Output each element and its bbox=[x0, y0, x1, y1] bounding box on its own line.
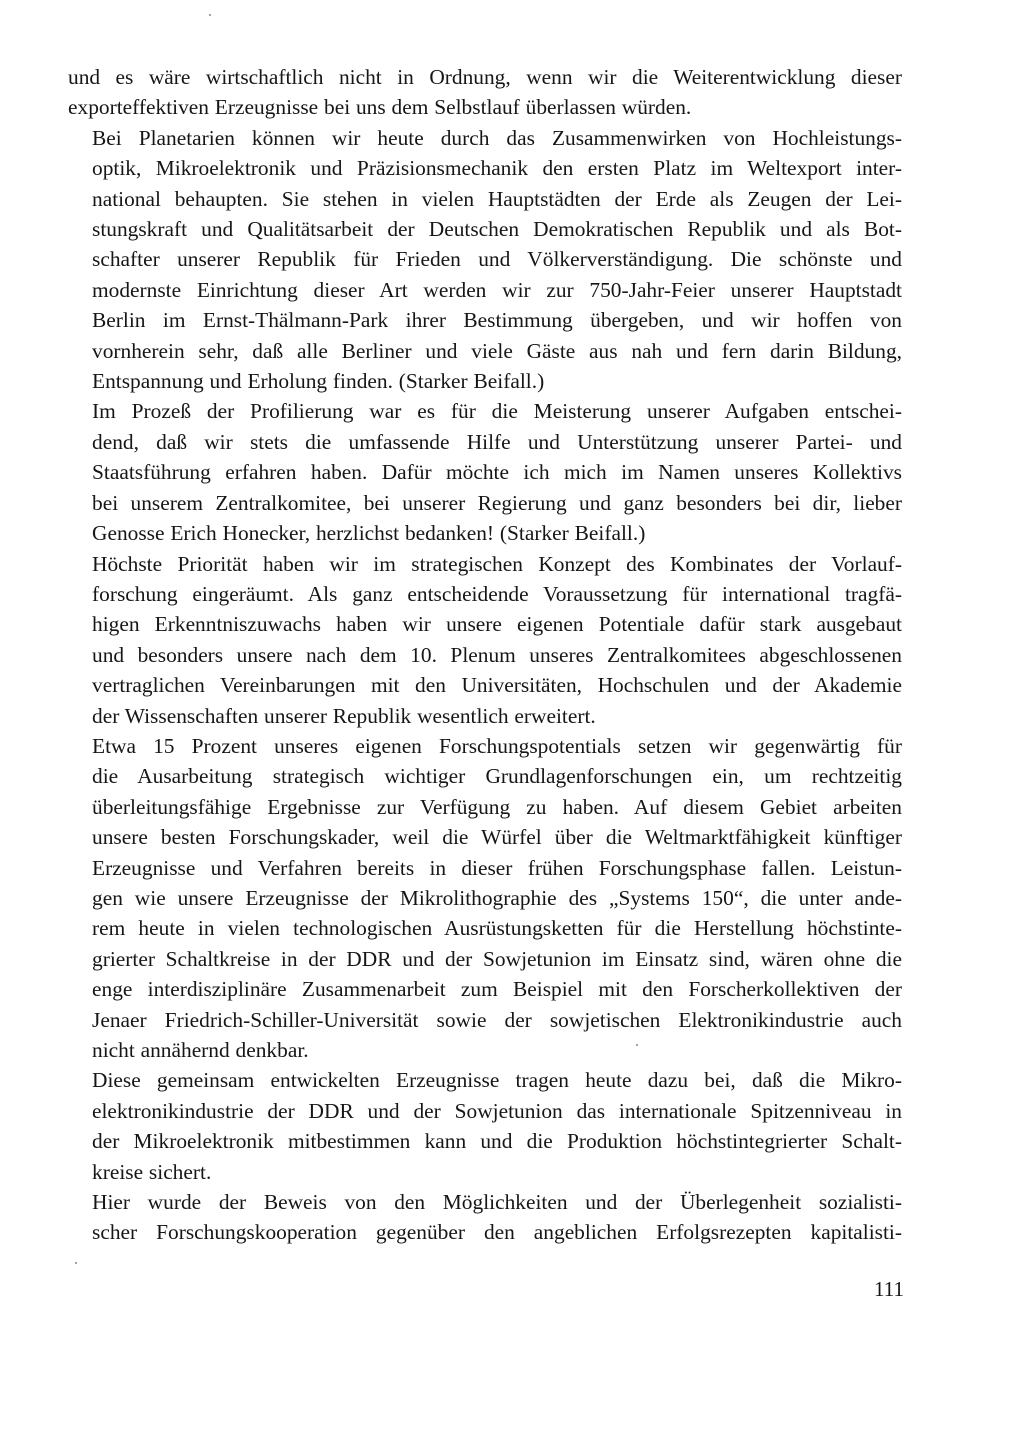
text-line: vornherein sehr, daß alle Berliner und viele Gäste aus nah und fern darin Bildung, bbox=[92, 338, 902, 363]
paragraph bbox=[68, 396, 902, 548]
text-line: national behaupten. Sie stehen in vielen Hauptstädten der Erde als Zeugen der Lei- bbox=[92, 186, 902, 211]
text-line: der Mikroelektronik mitbestimmen kann und die Produktion höchstintegrierter Schalt- bbox=[92, 1129, 902, 1154]
text-line: Im Prozeß der Profilierung war es für die Meisterung unserer Aufgaben entschei- bbox=[92, 399, 902, 424]
paragraph bbox=[68, 1065, 902, 1187]
text-line: bei unserem Zentralkomitee, bei unserer Regierung und ganz besonders bei dir, lieber bbox=[92, 490, 902, 515]
text-line: Bei Planetarien können wir heute durch das Zusammenwirken von Hochleistungs- bbox=[92, 125, 902, 150]
text-line: schafter unserer Republik für Frieden und Völkerverständigung. Die schönste und bbox=[92, 247, 902, 272]
page-number: 111 bbox=[874, 1277, 904, 1301]
paragraph bbox=[68, 1187, 902, 1248]
text-line: vertraglichen Vereinbarungen mit den Universitäten, Hochschulen und der Akademie bbox=[92, 673, 902, 698]
text-line: Etwa 15 Prozent unseres eigenen Forschungspotentials setzen wir gegenwärtig für bbox=[92, 733, 902, 758]
text-line: optik, Mikroelektronik und Präzisionsmechanik den ersten Platz im Weltexport inter- bbox=[92, 156, 902, 181]
text-line: gen wie unsere Erzeugnisse der Mikrolithographie des „Systems 150“, die unter ande- bbox=[92, 885, 902, 910]
text-line: Höchste Priorität haben wir im strategischen Konzept des Kombinates der Vorlauf- bbox=[92, 551, 902, 576]
text-line: Jenaer Friedrich-Schiller-Universität sowie der sowjetischen Elektronikindustrie auch bbox=[92, 1007, 902, 1032]
text-line: Staatsführung erfahren haben. Dafür möchte ich mich im Namen unseres Kollektivs bbox=[92, 460, 902, 485]
text-line: und besonders unsere nach dem 10. Plenum unseres Zentralkomitees abgeschlossenen bbox=[92, 642, 902, 667]
text-line: modernste Einrichtung dieser Art werden wir zur 750-Jahr-Feier unserer Hauptstadt bbox=[92, 277, 902, 302]
text-line: Genosse Erich Honecker, herzlichst bedanken! (Starker Beifall.) bbox=[92, 521, 646, 546]
text-line: grierter Schaltkreise in der DDR und der Sowjetunion im Einsatz sind, wären ohne die bbox=[92, 946, 902, 971]
text-line: enge interdisziplinäre Zusammenarbeit zum Beispiel mit den Forscherkollektiven der bbox=[92, 977, 902, 1002]
text-line: Entspannung und Erholung finden. (Starker Beifall.) bbox=[92, 369, 545, 394]
scan-speck bbox=[209, 14, 211, 16]
text-line: überleitungsfähige Ergebnisse zur Verfügung zu haben. Auf diesem Gebiet arbeiten bbox=[92, 794, 902, 819]
text-line: unsere besten Forschungskader, weil die Würfel über die Weltmarktfähigkeit künftiger bbox=[92, 825, 902, 850]
text-line: Erzeugnisse und Verfahren bereits in dieser frühen Forschungsphase fallen. Leistun- bbox=[92, 855, 902, 880]
text-line: Diese gemeinsam entwickelten Erzeugnisse tragen heute dazu bei, daß die Mikro- bbox=[92, 1068, 902, 1093]
text-line: die Ausarbeitung strategisch wichtiger Grundlagenforschungen ein, um rechtzeitig bbox=[92, 764, 902, 789]
text-line: kreise sichert. bbox=[92, 1159, 212, 1184]
text-line: stungskraft und Qualitätsarbeit der Deutschen Demokratischen Republik und als Bot- bbox=[92, 217, 902, 242]
text-line: scher Forschungskooperation gegenüber den angeblichen Erfolgsrezepten kapitalisti- bbox=[92, 1220, 902, 1245]
paragraph bbox=[68, 731, 902, 1065]
paragraph bbox=[68, 62, 902, 123]
body-text bbox=[68, 62, 902, 1248]
text-line: Berlin im Ernst-Thälmann-Park ihrer Bestimmung übergeben, und wir hoffen von bbox=[92, 308, 902, 333]
text-line: higen Erkenntniszuwachs haben wir unsere eigenen Potentiale dafür stark ausgebaut bbox=[92, 612, 902, 637]
text-line: nicht annähernd denkbar. bbox=[92, 1038, 309, 1062]
text-line: der Wissenschaften unserer Republik wesentlich erweitert. bbox=[92, 703, 596, 728]
text-line: rem heute in vielen technologischen Ausrüstungsketten für die Herstellung höchstinte- bbox=[92, 916, 902, 941]
text-line: forschung eingeräumt. Als ganz entscheidende Voraussetzung für international tragfä- bbox=[92, 581, 902, 606]
text-line: Hier wurde der Beweis von den Möglichkeiten und der Überlegenheit sozialisti- bbox=[92, 1190, 902, 1215]
text-line: und es wäre wirtschaftlich nicht in Ordnung, wenn wir die Weiterentwicklung dieser bbox=[68, 65, 902, 89]
text-line: dend, daß wir stets die umfassende Hilfe und Unterstützung unserer Partei- und bbox=[92, 429, 902, 454]
paragraph bbox=[68, 123, 902, 397]
scan-speck bbox=[75, 1262, 77, 1264]
paragraph bbox=[68, 549, 902, 731]
text-line: elektronikindustrie der DDR und der Sowjetunion das internationale Spitzenniveau in bbox=[92, 1098, 902, 1123]
text-line: exporteffektiven Erzeugnisse bei uns dem Selbstlauf überlassen würden. bbox=[68, 95, 692, 120]
